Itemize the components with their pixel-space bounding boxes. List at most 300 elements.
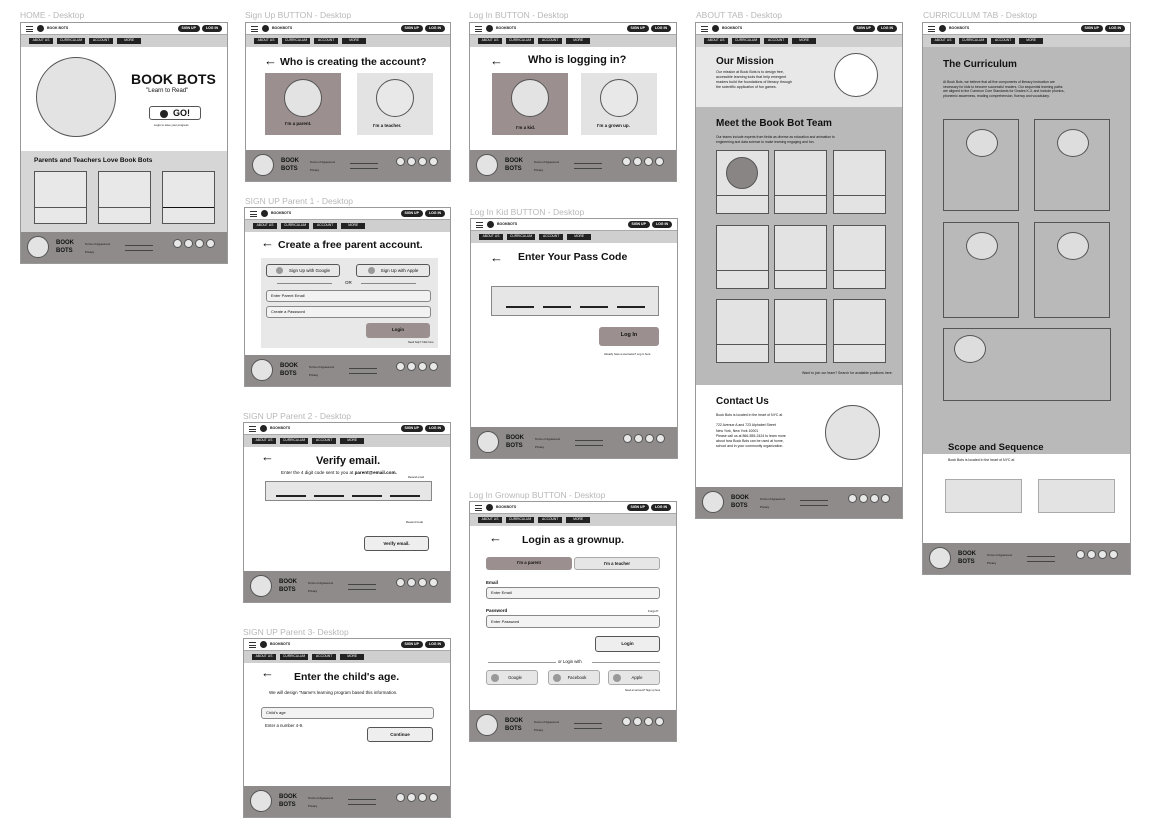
nav-account[interactable]: ACCOUNT xyxy=(89,38,113,44)
go-small-text: Login to save your progress xyxy=(154,123,189,127)
social-icon[interactable] xyxy=(396,157,405,166)
logo-icon xyxy=(712,25,719,32)
top-bar xyxy=(244,639,450,651)
social-icon[interactable] xyxy=(418,793,427,802)
login-button[interactable]: LOG IN xyxy=(651,504,671,511)
social-icon[interactable] xyxy=(173,239,182,248)
back-arrow-icon[interactable]: ← xyxy=(261,449,274,464)
social-icon[interactable] xyxy=(1087,550,1096,559)
nav-bar xyxy=(923,35,1130,47)
top-bar xyxy=(923,23,1130,35)
nav-bar xyxy=(244,435,450,447)
footer-terms-link[interactable]: Terms of Agreement xyxy=(760,497,786,501)
social-icons xyxy=(622,157,664,166)
apple-login-button[interactable]: Apple xyxy=(608,670,660,685)
nav-about[interactable]: ABOUT US xyxy=(254,38,278,44)
social-icon[interactable] xyxy=(634,434,643,443)
tab-parent[interactable]: I'm a parent xyxy=(486,557,572,570)
google-login-button[interactable]: Google xyxy=(486,670,538,685)
logo-icon xyxy=(486,25,493,32)
top-bar xyxy=(21,23,227,35)
nav-bar xyxy=(470,514,676,526)
testimonial-card xyxy=(34,171,87,224)
teacher-option-card[interactable] xyxy=(357,73,433,135)
social-icon[interactable] xyxy=(623,434,632,443)
back-arrow-icon[interactable]: ← xyxy=(490,53,503,68)
social-icon[interactable] xyxy=(870,494,879,503)
footer-privacy-link[interactable]: Privacy xyxy=(534,728,544,732)
frame-signup-parent-3 xyxy=(243,638,451,818)
social-icon[interactable] xyxy=(1109,550,1118,559)
passcode-digit-slot xyxy=(580,306,608,308)
hamburger-icon[interactable] xyxy=(26,26,33,32)
footer-logo xyxy=(476,714,498,736)
social-icon[interactable] xyxy=(622,157,631,166)
back-arrow-icon[interactable]: ← xyxy=(264,53,277,68)
apple-signup-button[interactable]: Sign Up with Apple xyxy=(356,264,430,277)
mission-image xyxy=(834,53,878,97)
page-title: Who is logging in? xyxy=(528,54,627,66)
footer-privacy-link[interactable]: Privacy xyxy=(535,445,545,449)
nav-curriculum[interactable]: CURRICULUM xyxy=(506,38,534,44)
nav-more[interactable]: MORE xyxy=(340,654,364,660)
password-input[interactable]: Create a Password xyxy=(266,306,431,318)
logo-icon xyxy=(261,210,268,217)
footer-privacy-link[interactable]: Privacy xyxy=(308,589,318,593)
parent-option-card[interactable] xyxy=(265,73,341,135)
nav-account[interactable]: ACCOUNT xyxy=(312,654,336,660)
social-icon[interactable] xyxy=(184,239,193,248)
teacher-option-label: I'm a teacher. xyxy=(373,123,402,128)
tab-teacher[interactable]: I'm a teacher xyxy=(574,557,660,570)
login-button[interactable]: LOG IN xyxy=(652,221,672,228)
curriculum-card[interactable] xyxy=(1034,119,1110,211)
social-icon[interactable] xyxy=(195,239,204,248)
nav-account[interactable]: ACCOUNT xyxy=(539,234,563,240)
contact-image xyxy=(825,405,880,460)
footer-privacy-link[interactable]: Privacy xyxy=(534,168,544,172)
social-icon[interactable] xyxy=(881,494,890,503)
nav-about[interactable]: ABOUT US xyxy=(253,223,277,229)
page-title: Enter Your Pass Code xyxy=(518,251,628,263)
logo-icon xyxy=(486,504,493,511)
team-member-card[interactable] xyxy=(774,150,827,214)
brand-name: BOOK BOTS xyxy=(47,26,69,30)
footer-brand: BOOK BOTS xyxy=(958,551,976,565)
team-member-card[interactable] xyxy=(833,150,886,214)
footer-brand: BOOK BOTS xyxy=(505,718,523,732)
nav-bar xyxy=(471,231,677,243)
already-have-account-link[interactable]: Already have a username? Log in here xyxy=(604,353,651,356)
brand-name: BOOKBOTS xyxy=(272,26,293,30)
curriculum-text: At Book Bots, we believe that all five components of literacy instruction are necessary for kids to become successful readers. Our sequential learning paths are aligned to the Common Core Standards for Grades K-3, and include phonics, phonemic awareness, reading comprehension, fluency and vocabulary. xyxy=(943,80,1065,98)
hero-image xyxy=(36,57,116,137)
login-button[interactable]: LOG IN xyxy=(202,25,222,32)
nav-account[interactable]: ACCOUNT xyxy=(538,38,562,44)
team-member-card[interactable] xyxy=(833,225,886,289)
nav-about[interactable]: ABOUT US xyxy=(252,654,276,660)
resend-code-link[interactable]: Resend Code xyxy=(406,520,424,524)
social-icon[interactable] xyxy=(622,717,631,726)
brand-name: BOOKBOTS xyxy=(497,222,518,226)
nav-curriculum[interactable]: CURRICULUM xyxy=(280,654,308,660)
nav-about[interactable]: ABOUT US xyxy=(704,38,728,44)
signup-button[interactable]: SIGN UP xyxy=(401,641,423,648)
scope-card[interactable] xyxy=(945,479,1022,513)
hamburger-icon[interactable] xyxy=(249,642,256,648)
hamburger-icon[interactable] xyxy=(251,26,258,32)
social-icon[interactable] xyxy=(396,793,405,802)
login-submit-button[interactable]: Login xyxy=(366,323,430,338)
nav-more[interactable]: MORE xyxy=(341,223,365,229)
nav-more[interactable]: MORE xyxy=(1019,38,1043,44)
nav-curriculum[interactable]: CURRICULUM xyxy=(281,223,309,229)
kid-login-button[interactable]: Log In xyxy=(599,327,659,346)
nav-about[interactable]: ABOUT US xyxy=(478,517,502,523)
password-input[interactable]: Enter Password xyxy=(486,615,660,628)
nav-account[interactable]: ACCOUNT xyxy=(314,38,338,44)
team-member-card[interactable] xyxy=(774,225,827,289)
mission-title: Our Mission xyxy=(716,56,774,67)
nav-account[interactable]: ACCOUNT xyxy=(538,517,562,523)
social-icon[interactable] xyxy=(633,157,642,166)
brand-name: BOOKBOTS xyxy=(270,642,291,646)
google-icon xyxy=(491,674,499,682)
footer-logo xyxy=(477,431,499,453)
nav-about[interactable]: ABOUT US xyxy=(931,38,955,44)
signup-button[interactable]: SIGN UP xyxy=(178,25,200,32)
footer-terms-link[interactable]: Terms of Agreement xyxy=(308,581,334,585)
social-icon[interactable] xyxy=(655,157,664,166)
password-label: Password xyxy=(486,608,508,613)
page-title: Login as a grownup. xyxy=(522,534,625,546)
hamburger-icon[interactable] xyxy=(249,426,256,432)
frame-label-login: Log In BUTTON - Desktop xyxy=(469,10,569,20)
login-button[interactable]: LOG IN xyxy=(425,25,445,32)
testimonial-card xyxy=(162,171,215,224)
passcode-digit-slot xyxy=(543,306,571,308)
code-digit-slot xyxy=(314,495,344,497)
team-member-card[interactable] xyxy=(716,299,769,363)
social-icon[interactable] xyxy=(396,362,405,371)
login-button[interactable]: LOG IN xyxy=(651,25,671,32)
nav-about[interactable]: ABOUT US xyxy=(252,438,276,444)
logo-icon xyxy=(37,25,44,32)
footer xyxy=(923,543,1130,574)
hamburger-icon[interactable] xyxy=(476,222,483,228)
footer-logo xyxy=(250,790,272,812)
resend-email-link[interactable]: Resend email xyxy=(408,476,424,479)
child-age-input[interactable]: Child's age xyxy=(261,707,434,719)
footer-terms-link[interactable]: Terms of Agreement xyxy=(310,160,336,164)
login-button[interactable]: LOG IN xyxy=(425,641,445,648)
top-bar xyxy=(470,23,676,35)
passcode-input[interactable] xyxy=(491,286,659,316)
signup-button[interactable]: SIGN UP xyxy=(401,210,423,217)
verify-subtitle: Enter the 4 digit code sent to you at parent@email.com. xyxy=(281,470,397,475)
parent-email-input[interactable]: Enter Parent Email xyxy=(266,290,431,302)
footer-privacy-link[interactable]: Privacy xyxy=(987,561,997,565)
team-member-card[interactable] xyxy=(716,150,769,214)
social-icon[interactable] xyxy=(418,157,427,166)
social-icon[interactable] xyxy=(407,362,416,371)
footer-brand: BOOK BOTS xyxy=(505,158,523,172)
back-arrow-icon[interactable]: ← xyxy=(261,665,274,680)
signup-button[interactable]: SIGN UP xyxy=(401,25,423,32)
nav-curriculum[interactable]: CURRICULUM xyxy=(506,517,534,523)
footer-brand: BOOK BOTS xyxy=(281,158,299,172)
nav-account[interactable]: ACCOUNT xyxy=(991,38,1015,44)
footer-privacy-link[interactable]: Privacy xyxy=(310,168,320,172)
brand-name: BOOKBOTS xyxy=(496,505,517,509)
nav-account[interactable]: ACCOUNT xyxy=(313,223,337,229)
frame-label-about: ABOUT TAB - Desktop xyxy=(696,10,782,20)
logo-icon xyxy=(262,25,269,32)
kid-option-card[interactable] xyxy=(492,73,568,135)
top-bar xyxy=(246,23,450,35)
nav-curriculum[interactable]: CURRICULUM xyxy=(57,38,85,44)
nav-more[interactable]: MORE xyxy=(117,38,141,44)
signup-button[interactable]: SIGN UP xyxy=(853,25,875,32)
footer-brand: BOOK BOTS xyxy=(279,794,297,808)
login-button[interactable]: LOG IN xyxy=(425,425,445,432)
hamburger-icon[interactable] xyxy=(928,26,935,32)
social-icon[interactable] xyxy=(644,157,653,166)
footer-terms-link[interactable]: Terms of Agreement xyxy=(308,796,334,800)
forgot-password-link[interactable]: Forgot? xyxy=(648,609,659,613)
frame-label-login-grown: Log In Grownup BUTTON - Desktop xyxy=(469,490,606,500)
social-icon[interactable] xyxy=(396,578,405,587)
frame-label-signup: Sign Up BUTTON - Desktop xyxy=(245,10,352,20)
footer-logo xyxy=(250,575,272,597)
social-icon[interactable] xyxy=(429,793,438,802)
social-icon[interactable] xyxy=(418,362,427,371)
contact-title: Contact Us xyxy=(716,396,769,407)
back-arrow-icon[interactable]: ← xyxy=(489,530,502,545)
nav-account[interactable]: ACCOUNT xyxy=(312,438,336,444)
team-member-card[interactable] xyxy=(774,299,827,363)
grownup-option-card[interactable] xyxy=(581,73,657,135)
social-icon[interactable] xyxy=(429,578,438,587)
top-bar xyxy=(471,219,677,231)
back-arrow-icon[interactable]: ← xyxy=(490,250,503,265)
parent-option-label: I'm a parent. xyxy=(285,121,312,126)
continue-button[interactable]: Continue xyxy=(367,727,433,742)
nav-about[interactable]: ABOUT US xyxy=(29,38,53,44)
footer-logo xyxy=(929,547,951,569)
social-icon[interactable] xyxy=(644,717,653,726)
nav-bar xyxy=(244,651,450,663)
page-title: Enter the child's age. xyxy=(294,671,400,683)
footer-terms-link[interactable]: Terms of Agreement xyxy=(987,553,1013,557)
footer-privacy-link[interactable]: Privacy xyxy=(309,373,319,377)
footer-logo xyxy=(702,491,724,513)
age-subtitle: We will design "Name's learning program based this information. xyxy=(269,690,398,695)
join-team-link[interactable]: Want to join our team? Search for available positions here. xyxy=(802,371,893,375)
email-input[interactable]: Enter Email xyxy=(486,587,660,599)
or-login-with-divider: or Login with xyxy=(558,659,582,664)
page-title: Verify email. xyxy=(316,455,381,467)
top-bar xyxy=(470,502,676,514)
nav-bar xyxy=(470,35,676,47)
footer xyxy=(470,150,676,181)
footer-privacy-link[interactable]: Privacy xyxy=(760,505,770,509)
footer-terms-link[interactable]: Terms of Agreement xyxy=(309,365,335,369)
top-bar xyxy=(696,23,902,35)
footer-logo xyxy=(252,154,274,176)
social-icon[interactable] xyxy=(859,494,868,503)
curriculum-card[interactable] xyxy=(943,222,1019,318)
nav-about[interactable]: ABOUT US xyxy=(479,234,503,240)
login-button[interactable]: LOG IN xyxy=(425,210,445,217)
nav-about[interactable]: ABOUT US xyxy=(478,38,502,44)
social-icon[interactable] xyxy=(407,578,416,587)
nav-more[interactable]: MORE xyxy=(342,38,366,44)
curriculum-title: The Curriculum xyxy=(943,59,1017,70)
signup-here-link[interactable]: Need an account? Sign up here xyxy=(625,689,661,692)
footer-brand: BOOK BOTS xyxy=(506,435,524,449)
footer-brand: BOOK BOTS xyxy=(56,240,74,254)
top-bar xyxy=(244,423,450,435)
social-icon[interactable] xyxy=(848,494,857,503)
hero-title: BOOK BOTS xyxy=(131,71,216,87)
login-button[interactable]: LOG IN xyxy=(1105,25,1125,32)
social-icon[interactable] xyxy=(655,717,664,726)
testimonial-card xyxy=(98,171,151,224)
nav-curriculum[interactable]: CURRICULUM xyxy=(959,38,987,44)
frame-label-signup-p3: SIGN UP Parent 3- Desktop xyxy=(243,627,349,637)
social-icon[interactable] xyxy=(633,717,642,726)
frame-home xyxy=(20,22,228,264)
apple-icon xyxy=(368,267,375,274)
nav-more[interactable]: MORE xyxy=(567,234,591,240)
go-button[interactable] xyxy=(149,106,201,120)
kid-option-label: I'm a kid. xyxy=(516,125,536,130)
logo-icon xyxy=(487,221,494,228)
facebook-login-button[interactable]: Facebook xyxy=(548,670,600,685)
signup-button[interactable]: SIGN UP xyxy=(627,504,649,511)
social-icon[interactable] xyxy=(407,793,416,802)
nav-more[interactable]: MORE xyxy=(340,438,364,444)
top-bar xyxy=(245,208,450,220)
nav-account[interactable]: ACCOUNT xyxy=(764,38,788,44)
signup-button[interactable]: SIGN UP xyxy=(627,25,649,32)
footer-terms-link[interactable]: Terms of Agreement xyxy=(534,720,560,724)
frame-login-kid xyxy=(470,218,678,459)
social-icon[interactable] xyxy=(1076,550,1085,559)
frame-signup-parent-1 xyxy=(244,207,451,387)
team-member-card[interactable] xyxy=(716,225,769,289)
social-icons xyxy=(396,362,438,371)
or-divider: OR xyxy=(345,280,352,285)
team-text: Our teams include experts from fields as diverse as education and animation to engineering and data science to make learning engaging and fun. xyxy=(716,135,835,144)
footer-terms-link[interactable]: Terms of Agreement xyxy=(535,437,561,441)
signup-button[interactable]: SIGN UP xyxy=(401,425,423,432)
google-signup-button[interactable]: Sign Up with Google xyxy=(266,264,340,277)
curriculum-card-wide[interactable] xyxy=(943,328,1111,401)
footer xyxy=(696,487,902,518)
footer-terms-link[interactable]: Terms of Agreement xyxy=(85,242,111,246)
email-label: Email xyxy=(486,580,499,585)
frame-signup-parent-2 xyxy=(243,422,451,603)
verify-email-button[interactable]: Verify email. xyxy=(364,536,429,551)
social-icon[interactable] xyxy=(429,362,438,371)
social-icons xyxy=(173,239,215,248)
curriculum-card[interactable] xyxy=(1034,222,1110,318)
nav-curriculum[interactable]: CURRICULUM xyxy=(732,38,760,44)
hamburger-icon[interactable] xyxy=(250,211,257,217)
go-dot-icon xyxy=(160,110,168,118)
login-button[interactable]: LOG IN xyxy=(877,25,897,32)
scope-card[interactable] xyxy=(1038,479,1115,513)
social-icon[interactable] xyxy=(429,157,438,166)
signup-button[interactable]: SIGN UP xyxy=(1081,25,1103,32)
nav-bar xyxy=(696,35,902,47)
frame-label-signup-p1: SIGN UP Parent 1 - Desktop xyxy=(245,196,354,206)
social-icon[interactable] xyxy=(645,434,654,443)
frame-label-signup-p2: SIGN UP Parent 2 - Desktop xyxy=(243,411,352,421)
social-icon[interactable] xyxy=(418,578,427,587)
verify-code-input[interactable] xyxy=(265,481,432,501)
nav-curriculum[interactable]: CURRICULUM xyxy=(507,234,535,240)
logo-icon xyxy=(939,25,946,32)
footer xyxy=(245,355,450,386)
footer xyxy=(471,427,677,458)
scope-text: Book Bots is located in the heart of NYC at xyxy=(948,458,1015,462)
footer xyxy=(470,710,676,741)
footer-brand: BOOK BOTS xyxy=(731,495,749,509)
code-digit-slot xyxy=(352,495,382,497)
footer xyxy=(244,571,450,602)
nav-more[interactable]: MORE xyxy=(566,38,590,44)
nav-curriculum[interactable]: CURRICULUM xyxy=(280,438,308,444)
curriculum-card[interactable] xyxy=(943,119,1019,211)
nav-bar xyxy=(21,35,227,47)
nav-bar xyxy=(246,35,450,47)
footer xyxy=(244,786,450,817)
social-icons xyxy=(1076,550,1118,559)
help-link[interactable]: Need help? Click here xyxy=(408,341,434,344)
grownup-option-label: I'm a grown up. xyxy=(597,123,630,128)
hamburger-icon[interactable] xyxy=(475,505,482,511)
nav-more[interactable]: MORE xyxy=(792,38,816,44)
grownup-login-button[interactable]: Login xyxy=(595,636,660,652)
mission-text: Our mission at Book Bots is to design free, accessible learning tools that help emergent readers build the foundations of literacy through the scientific application of fun games. xyxy=(716,70,792,89)
social-icon[interactable] xyxy=(1098,550,1107,559)
footer-logo xyxy=(251,359,273,381)
team-member-card[interactable] xyxy=(833,299,886,363)
contact-text: Book Bots is located in the heart of NYC at 722 Avenue A and 723 Alphabet Street New York, New York 10001 Please call us at 866-555-2424 to learn more about how Book Bots can be used at home, school and in your community organization. xyxy=(716,413,786,449)
nav-curriculum[interactable]: CURRICULUM xyxy=(282,38,310,44)
footer-terms-link[interactable]: Terms of Agreement xyxy=(534,160,560,164)
nav-bar xyxy=(245,220,450,232)
nav-more[interactable]: MORE xyxy=(566,517,590,523)
testimonial-title: Parents and Teachers Love Book Bots xyxy=(34,157,153,164)
footer-privacy-link[interactable]: Privacy xyxy=(85,250,95,254)
brand-name: BOOKBOTS xyxy=(949,26,970,30)
logo-icon xyxy=(260,425,267,432)
google-icon xyxy=(276,267,283,274)
hamburger-icon[interactable] xyxy=(475,26,482,32)
hamburger-icon[interactable] xyxy=(701,26,708,32)
footer-logo xyxy=(27,236,49,258)
social-icon[interactable] xyxy=(407,157,416,166)
social-icon[interactable] xyxy=(656,434,665,443)
back-arrow-icon[interactable]: ← xyxy=(261,235,274,250)
signup-button[interactable]: SIGN UP xyxy=(628,221,650,228)
social-icon[interactable] xyxy=(206,239,215,248)
footer-privacy-link[interactable]: Privacy xyxy=(308,804,318,808)
